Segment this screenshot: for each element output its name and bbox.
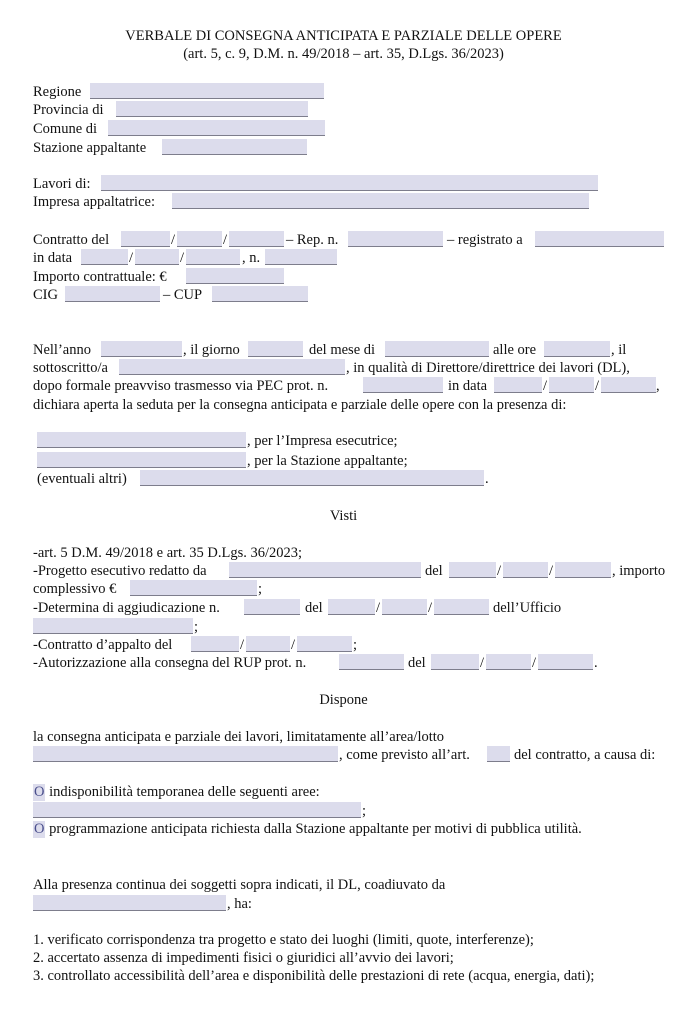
label-impresa: Impresa appaltatrice: (33, 194, 155, 210)
field-determina-anno[interactable] (434, 599, 489, 615)
label-stazione-appaltante: , per la Stazione appaltante; (247, 453, 408, 469)
label-provincia: Provincia di (33, 102, 104, 118)
label-determina: -Determina di aggiudicazione n. (33, 600, 220, 616)
field-coadiuvato[interactable] (33, 895, 226, 911)
label-impresa-esecutrice: , per l’Impresa esecutrice; (247, 433, 398, 449)
option-programmazione[interactable] (33, 821, 582, 838)
label-del: del (305, 600, 323, 616)
field-progettista[interactable] (229, 562, 421, 578)
radio-indisponibilita[interactable]: O (34, 784, 45, 800)
field-pec-mese[interactable] (549, 377, 594, 393)
field-stazione-appaltante[interactable] (37, 452, 246, 468)
field-comune[interactable] (108, 120, 325, 136)
list-item: 2. accertato assenza di impedimenti fisici o giuridici all’avvio dei lavori; (33, 950, 454, 966)
option-indisponibilita[interactable] (33, 784, 320, 801)
label-comune: Comune di (33, 121, 98, 137)
field-anno[interactable] (101, 341, 182, 357)
period: . (485, 471, 489, 487)
list-item: 1. verificato corrispondenza tra progetto e stato dei luoghi (limiti, quote, interferenze); (33, 932, 534, 948)
field-appalto-giorno[interactable] (191, 636, 239, 652)
field-importo[interactable] (186, 268, 284, 284)
slash: / (428, 600, 433, 616)
label-in-data-pec: in data (448, 378, 488, 394)
slash: / (549, 563, 554, 579)
label-mese: del mese di (309, 342, 376, 358)
section-visti: Visti (329, 508, 358, 524)
slash: / (595, 378, 600, 394)
semicolon: ; (362, 803, 367, 819)
field-sottoscritto[interactable] (119, 359, 345, 375)
label-n: , n. (242, 250, 261, 266)
label-preavviso: dopo formale preavviso trasmesso via PEC prot. n. (33, 378, 329, 394)
field-registrato[interactable] (535, 231, 664, 247)
field-provincia[interactable] (116, 101, 308, 117)
field-data-giorno[interactable] (81, 249, 128, 265)
slash: / (532, 655, 537, 671)
radio-programmazione[interactable]: O (34, 821, 45, 837)
field-pec-giorno[interactable] (494, 377, 542, 393)
document-subtitle: (art. 5, c. 9, D.M. n. 49/2018 – art. 35, D.Lgs. 36/2023) (183, 46, 504, 62)
slash: / (376, 600, 381, 616)
field-determina-mese[interactable] (382, 599, 427, 615)
label-previsto: , come previsto all’art. (339, 747, 470, 763)
label-regione: Regione (33, 84, 82, 100)
field-cup[interactable] (212, 286, 308, 302)
field-data-anno[interactable] (186, 249, 240, 265)
field-contratto-giorno[interactable] (121, 231, 170, 247)
label-in-data: in data (33, 250, 73, 266)
field-ufficio[interactable] (33, 618, 193, 634)
label-giorno: , il giorno (183, 342, 240, 358)
slash: / (291, 637, 296, 653)
label-cup: – CUP (163, 287, 203, 303)
field-contratto-anno[interactable] (229, 231, 284, 247)
field-pec-anno[interactable] (601, 377, 656, 393)
field-regione[interactable] (90, 83, 324, 99)
field-importo-complessivo[interactable] (130, 580, 257, 596)
comma: , (656, 378, 660, 394)
field-area-lotto[interactable] (33, 746, 338, 762)
label-progetto: -Progetto esecutivo redatto da (33, 563, 207, 579)
field-mese[interactable] (385, 341, 489, 357)
field-ore[interactable] (544, 341, 610, 357)
label-sottoscritto: sottoscritto/a (33, 360, 108, 376)
label-autorizzazione: -Autorizzazione alla consegna del RUP prot. n. (33, 655, 307, 671)
list-item: 3. controllato accessibilità dell’area e disponibilità delle prestazioni di rete (acqua, energia, dati); (33, 968, 595, 984)
slash: / (480, 655, 485, 671)
slash: / (543, 378, 548, 394)
semicolon: ; (194, 619, 199, 635)
presenza-text: Alla presenza continua dei soggetti sopra indicati, il DL, coadiuvato da (33, 877, 446, 893)
label-registrato: – registrato a (447, 232, 523, 248)
option-programmazione-label: programmazione anticipata richiesta dalla Stazione appaltante per motivi di pubblica utilità. (49, 821, 582, 837)
label-contratto-del: Contratto del (33, 232, 110, 248)
field-determina-n[interactable] (244, 599, 300, 615)
field-giorno[interactable] (248, 341, 303, 357)
slash: / (497, 563, 502, 579)
slash: / (171, 232, 176, 248)
field-aree[interactable] (33, 802, 361, 818)
label-il: , il (611, 342, 627, 358)
label-ufficio: dell’Ufficio (493, 600, 562, 616)
label-rep: – Rep. n. (286, 232, 339, 248)
field-rup-giorno[interactable] (431, 654, 479, 670)
semicolon: ; (258, 581, 263, 597)
label-altri: (eventuali altri) (37, 471, 127, 487)
label-complessivo: complessivo € (33, 581, 117, 597)
document-title: VERBALE DI CONSEGNA ANTICIPATA E PARZIALE DELLE OPERE (125, 28, 562, 44)
label-dichiara: dichiara aperta la seduta per la consegna anticipata e parziale delle opere con la presenza di: (33, 397, 567, 413)
field-impresa[interactable] (172, 193, 589, 209)
period: . (594, 655, 598, 671)
field-pec-prot[interactable] (363, 377, 443, 393)
field-progetto-mese[interactable] (503, 562, 548, 578)
field-rep[interactable] (348, 231, 443, 247)
label-causa: del contratto, a causa di: (514, 747, 656, 763)
field-cig[interactable] (65, 286, 160, 302)
label-nellanno: Nell’anno (33, 342, 91, 358)
label-lavori: Lavori di: (33, 176, 91, 192)
label-ha: , ha: (227, 896, 252, 912)
field-data-mese[interactable] (135, 249, 179, 265)
option-indisponibilita-label: indisponibilità temporanea delle seguenti aree: (49, 784, 320, 800)
field-appalto-anno[interactable] (297, 636, 352, 652)
field-stazione[interactable] (162, 139, 307, 155)
label-cig: CIG (33, 287, 58, 303)
label-del: del (408, 655, 426, 671)
slash: / (240, 637, 245, 653)
field-determina-giorno[interactable] (328, 599, 375, 615)
field-contratto-mese[interactable] (177, 231, 222, 247)
label-del: del (425, 563, 443, 579)
field-rup-anno[interactable] (538, 654, 593, 670)
label-importo-progetto: , importo (612, 563, 666, 579)
field-lavori[interactable] (101, 175, 598, 191)
semicolon: ; (353, 637, 358, 653)
field-appalto-mese[interactable] (246, 636, 290, 652)
slash: / (180, 250, 185, 266)
field-rup-mese[interactable] (486, 654, 531, 670)
dispone-consegna: la consegna anticipata e parziale dei lavori, limitatamente all’area/lotto (33, 729, 445, 745)
section-dispone: Dispone (319, 692, 368, 708)
field-impresa-esecutrice[interactable] (37, 432, 246, 448)
slash: / (129, 250, 134, 266)
field-rup-prot[interactable] (339, 654, 404, 670)
field-registro-n[interactable] (265, 249, 337, 265)
field-progetto-anno[interactable] (555, 562, 611, 578)
label-importo: Importo contrattuale: € (33, 269, 167, 285)
visti-art: -art. 5 D.M. 49/2018 e art. 35 D.Lgs. 36/2023; (33, 545, 303, 561)
label-ore: alle ore (493, 342, 537, 358)
slash: / (223, 232, 228, 248)
label-qualita: , in qualità di Direttore/direttrice dei lavori (DL), (346, 360, 630, 376)
field-articolo[interactable] (487, 746, 510, 762)
label-contratto-appalto: -Contratto d’appalto del (33, 637, 173, 653)
label-stazione: Stazione appaltante (33, 140, 147, 156)
field-progetto-giorno[interactable] (449, 562, 496, 578)
field-altri[interactable] (140, 470, 484, 486)
